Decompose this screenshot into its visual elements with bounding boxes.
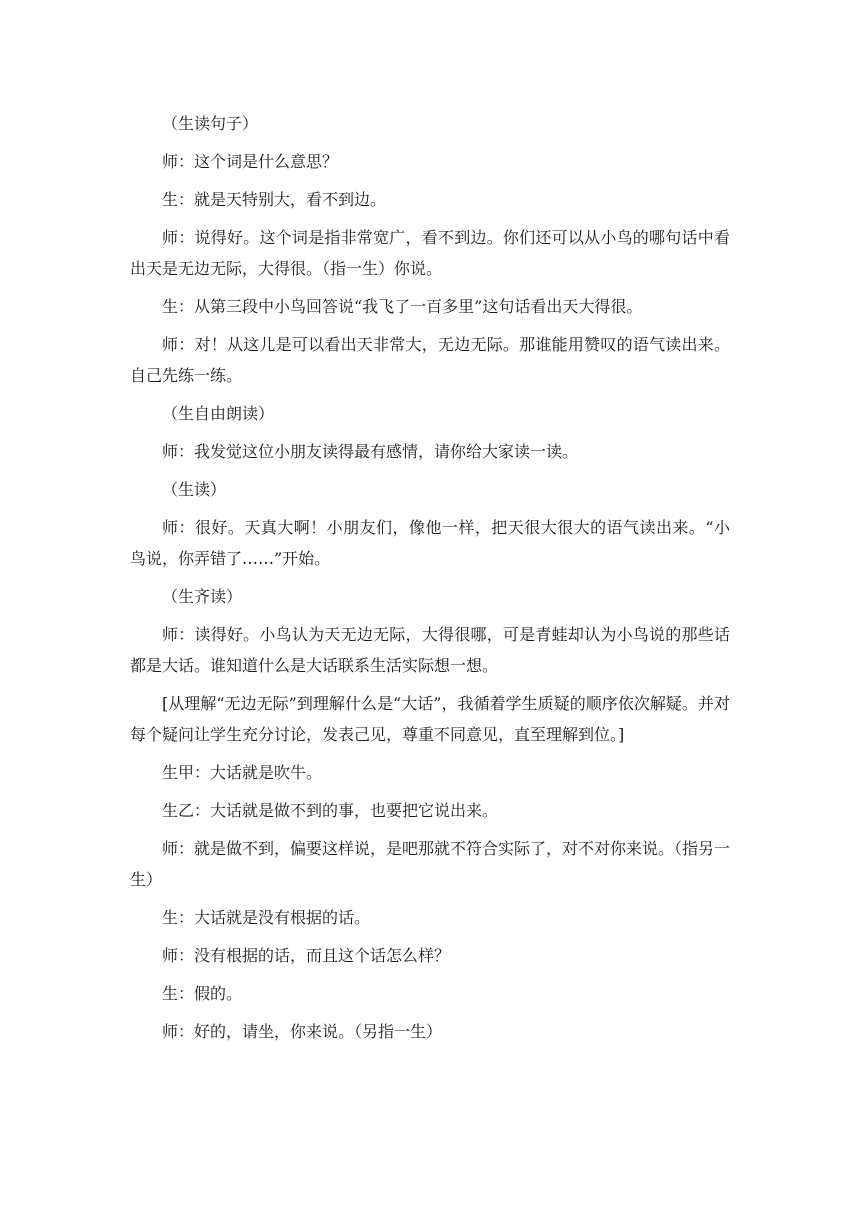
- paragraph-12: 师：读得好。小鸟认为天无边无际，大得很哪，可是青蛙却认为小鸟说的那些话都是大话。谁知道什么是大话联系生活实际想一想。: [130, 625, 730, 675]
- paragraph-17: 生：大话就是没有根据的话。: [162, 908, 371, 927]
- paragraph-9: （生读）: [162, 480, 227, 499]
- paragraph-2: 师：这个词是什么意思？: [162, 152, 339, 171]
- paragraph-3: 生：就是天特别大，看不到边。: [162, 190, 387, 209]
- paragraph-1: （生读句子）: [162, 114, 259, 133]
- paragraph-7: （生自由朗读）: [162, 404, 275, 423]
- paragraph-11: （生齐读）: [162, 587, 243, 606]
- paragraph-14: 生甲：大话就是吹牛。: [162, 763, 323, 782]
- paragraph-19: 生：假的。: [162, 984, 243, 1003]
- paragraph-20: 师：好的，请坐，你来说。（另指一生）: [162, 1022, 443, 1041]
- paragraph-6: 师：对！从这儿是可以看出天非常大，无边无际。那谁能用赞叹的语气读出来。自己先练一练。: [130, 335, 730, 385]
- paragraph-10: 师：很好。天真大啊！小朋友们，像他一样，把天很大很大的语气读出来。“小鸟说，你弄错了……”开始。: [130, 518, 730, 568]
- paragraph-4: 师：说得好。这个词是指非常宽广，看不到边。你们还可以从小鸟的哪句话中看出天是无边无际，大得很。（指一生）你说。: [130, 228, 730, 278]
- paragraph-18: 师：没有根据的话，而且这个话怎么样？: [162, 946, 451, 965]
- teaching-note: [从理解“无边无际”到理解什么是“大话”，我循着学生质疑的顺序依次解疑。并对每个疑问让学生充分讨论，发表己见，尊重不同意见，直至理解到位。]: [130, 694, 730, 744]
- paragraph-15: 生乙：大话就是做不到的事，也要把它说出来。: [162, 801, 499, 820]
- paragraph-16: 师：就是做不到，偏要这样说，是吧那就不符合实际了，对不对你来说。（指另一生）: [130, 839, 731, 889]
- document-page: [130, 108, 730, 1054]
- paragraph-8: 师：我发觉这位小朋友读得最有感情，请你给大家读一读。: [162, 442, 579, 461]
- paragraph-5: 生：从第三段中小鸟回答说“我飞了一百多里”这句话看出天大得很。: [162, 297, 643, 316]
